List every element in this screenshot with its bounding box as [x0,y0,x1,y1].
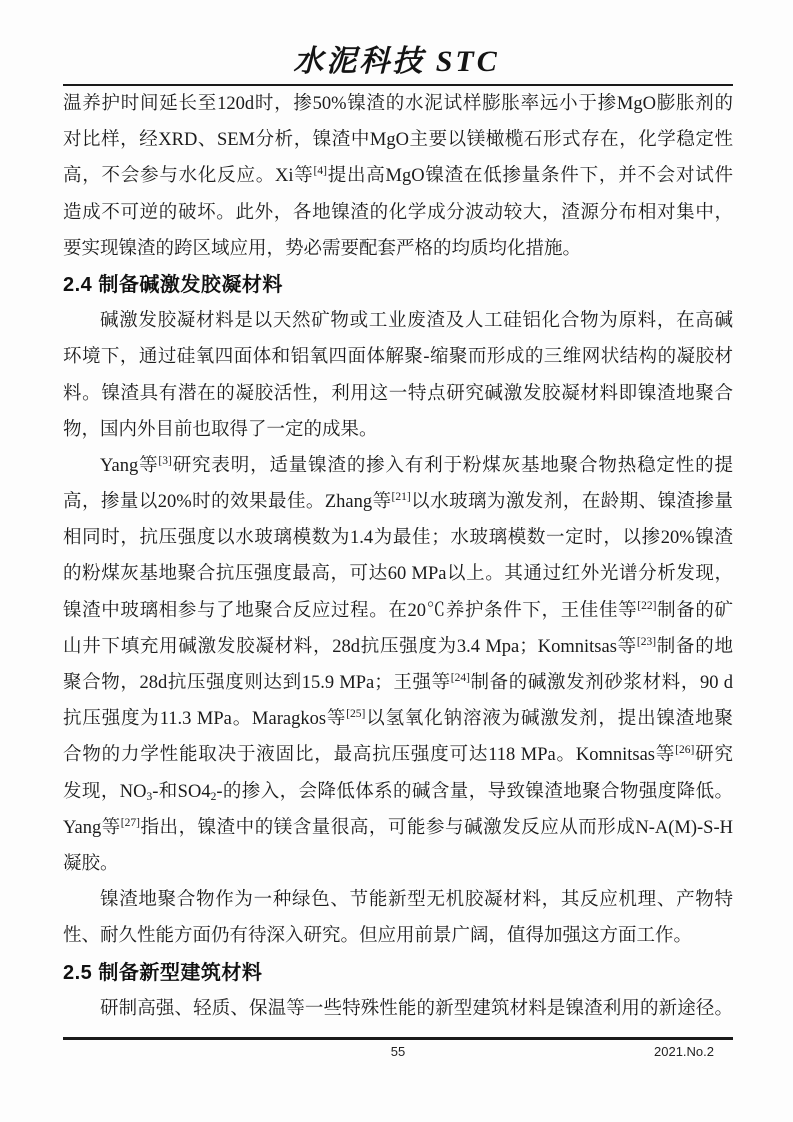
text-run: 物，国内外目前也取得了一定的成果。 [63,419,378,440]
text-run: Yang等 [63,817,121,838]
text-run: 以水玻璃为激发剂，在龄期、镍渣掺量 [410,492,733,513]
text-line [63,665,733,701]
text-line [63,158,733,194]
text-line [63,882,733,918]
text-run: Yang等 [100,455,159,476]
text-line [63,918,733,954]
citation-ref: [24] [450,672,470,684]
text-run: 制备的地 [656,636,733,657]
text-run: 造成不可逆的破坏。此外，各地镍渣的化学成分波动较大，渣源分布相对集中， [63,202,733,223]
text-run: 发现，NO [63,781,147,802]
text-line [63,520,733,556]
text-run: 要实现镍渣的跨区域应用，势必需要配套严格的均质均化措施。 [63,238,582,259]
text-run: 相同时，抗压强度以水玻璃模数为1.4为最佳；水玻璃模数一定时，以掺20%镍渣 [63,528,733,549]
section-heading [63,955,733,991]
text-line [63,556,733,592]
citation-ref: [3] [158,454,172,467]
text-line [63,701,733,737]
text-run: 碱激发胶凝材料是以天然矿物或工业废渣及人工硅铝化合物为原料，在高碱 [100,311,733,332]
journal-title: 水泥科技 STC [293,45,500,78]
text-run: 环境下，通过硅氧四面体和铝氧四面体解聚-缩聚而形成的三维网状结构的凝胶材 [63,347,733,368]
footer-rule [63,1037,733,1040]
issue-number: 2021.No.2 [654,1044,714,1059]
text-line [63,737,733,773]
citation-ref: [22] [637,599,657,612]
text-line [63,86,733,122]
text-run: 指出，镍渣中的镁含量很高，可能参与碱激发反应从而形成N-A(M)-S-H [139,817,733,838]
text-run: -和SO4 [152,781,211,802]
text-run: 聚合物，28d抗压强度则达到15.9 MPa；王强等 [63,673,451,693]
text-run: 合物的力学性能取决于液固比，最高抗压强度可达118 MPa。Komnitsas等 [63,745,676,766]
text-run: 高，不会参与水化反应。Xi等 [63,166,314,187]
text-line [63,774,733,810]
text-line [63,629,733,665]
text-line [63,448,733,484]
text-run: 制备的碱激发剂砂浆材料，90 d [469,673,733,693]
text-run: 料。镍渣具有潜在的凝胶活性，利用这一特点研究碱激发胶凝材料即镍渣地聚合 [63,383,733,404]
text-line [63,376,733,412]
page-number: 55 [390,1044,406,1059]
text-run: 凝胶。 [63,853,119,874]
text-run: 提出高MgO镍渣在低掺量条件下，并不会对试件 [326,166,733,187]
text-run: -的掺入，会降低体系的碱含量，导致镍渣地聚合物强度降低。 [216,781,733,802]
text-line [63,303,733,339]
text-line [63,991,733,1027]
citation-ref: [23] [636,635,657,648]
citation-ref: [26] [675,744,695,757]
text-line [63,412,733,448]
text-line [63,339,733,375]
text-run: 研究表明，适量镍渣的掺入有利于粉煤灰基地聚合物热稳定性的提 [171,455,733,476]
text-run: 镍渣中玻璃相参与了地聚合反应过程。在20℃养护条件下，王佳佳等 [63,600,638,621]
text-line [63,810,733,846]
text-run: 研究 [694,745,733,766]
text-run: 温养护时间延长至120d时，掺50%镍渣的水泥试样膨胀率远小于掺MgO膨胀剂的 [63,94,733,114]
text-run: 的粉煤灰基地聚合抗压强度最高，可达60 MPa以上。其通过红外光谱分析发现， [63,564,733,585]
section-heading [63,267,733,303]
text-run: 研制高强、轻质、保温等一些特殊性能的新型建筑材料是镍渣利用的新途径。 [100,998,733,1019]
document-body [63,84,733,1027]
text-line [63,122,733,158]
text-run: 性、耐久性能方面仍有待深入研究。但应用前景广阔，值得加强这方面工作。 [63,926,693,947]
citation-ref: [21] [391,491,411,504]
text-run: 对比样，经XRD、SEM分析，镍渣中MgO主要以镁橄榄石形式存在，化学稳定性 [63,130,733,151]
text-run: 2.4 制备碱激发胶凝材料 [63,273,283,296]
text-line [63,846,733,882]
citation-ref: [4] [313,165,327,178]
text-run: 以氢氧化钠溶液为碱激发剂，提出镍渣地聚 [365,709,733,730]
text-run: 镍渣地聚合物作为一种绿色、节能新型无机胶凝材料，其反应机理、产物特 [100,890,733,911]
text-run: 山井下填充用碱激发胶凝材料，28d抗压强度为3.4 Mpa；Komnitsas等 [63,636,637,657]
citation-ref: [25] [346,708,366,721]
chem-subscript: 3 [146,790,153,803]
text-line [63,593,733,629]
page-footer [63,1044,733,1062]
text-run: 制备的矿 [656,600,733,621]
text-line [63,231,733,267]
chem-subscript: 2 [210,790,217,803]
text-line [63,195,733,231]
text-run: 2.5 制备新型建筑材料 [63,961,263,984]
text-run: 抗压强度为11.3 MPa。Maragkos等 [63,709,347,730]
text-line [63,484,733,520]
text-run: 高，掺量以20%时的效果最佳。Zhang等 [63,492,392,513]
citation-ref: [27] [120,816,140,829]
